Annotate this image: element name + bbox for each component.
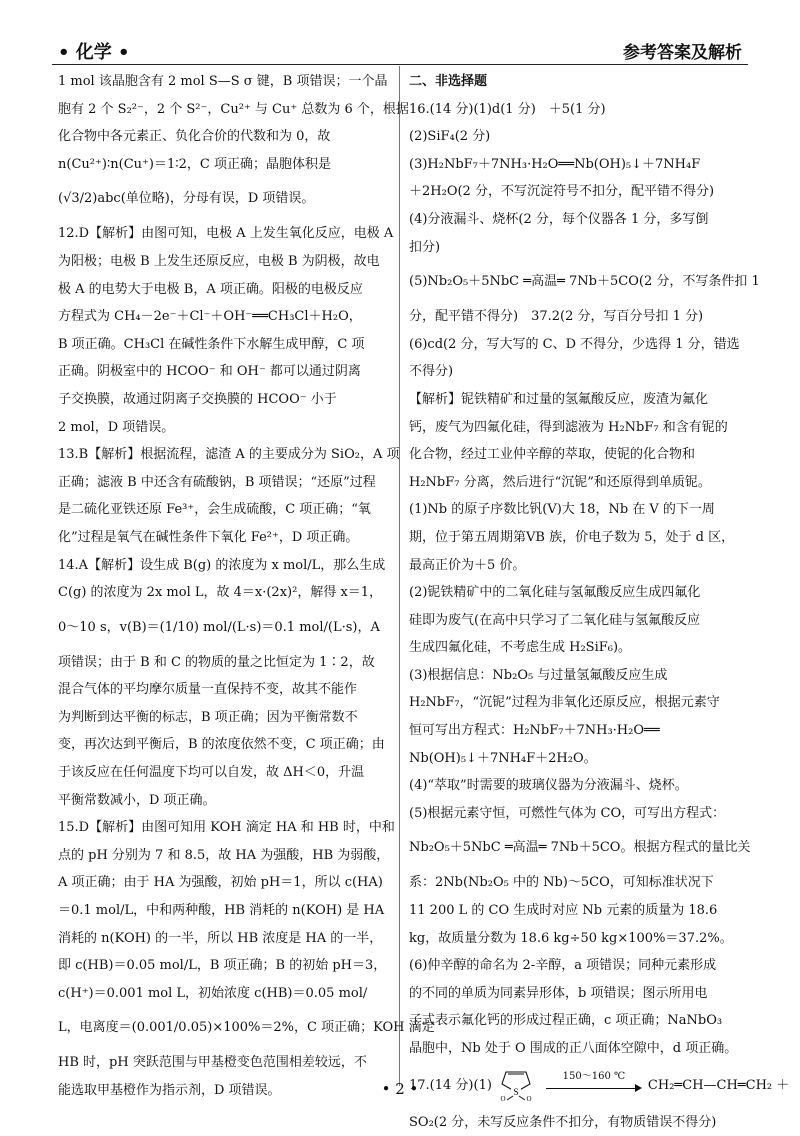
text-line: (5)根据元素守恒，可燃性气体为 CO，可写出方程式： [409,805,726,821]
answer-13: 13.B【解析】根据流程，滤渣 A 的主要成分为 SiO₂，A 项 [58,447,400,463]
text-line: H₂NbF₇ 分离，然后进行“沉铌”和还原得到单质铌。 [409,474,711,490]
text-line: SO₂(2 分，未写反应条件不扣分，有物质错误不得分) [409,1114,717,1130]
text-line: 是二硫化亚铁还原 Fe³⁺，会生成硫酸，C 项正确；“氧 [58,502,371,518]
text-line: 2 mol，D 项错误。 [58,419,175,435]
page-number: • 2 • [381,1080,419,1098]
text-line: 胞有 2 个 S₂²⁻，2 个 S²⁻，Cu²⁺ 与 Cu⁺ 总数为 6 个，根据 [58,101,409,117]
text-line: 变，再次达到平衡后，B 的浓度依然不变，C 项正确；由 [58,737,385,753]
answer-17-prefix: 17.(14 分)(1) [409,1077,492,1093]
text-line: 最高正价为＋5 价。 [409,557,526,573]
text-line: (√3/2)abc(单位略)，分母有误，D 项错误。 [58,191,315,207]
text-line: 系：2Nb(Nb₂O₅ 中的 Nb)～5CO，可知标准状况下 [409,875,714,891]
column-divider [399,66,400,1086]
right-column [409,68,790,1136]
answer-15: 15.D【解析】由图可知用 KOH 滴定 HA 和 HB 时，中和 [58,820,395,836]
text-line: 点的 pH 分别为 7 和 8.5，故 HA 为强酸，HB 为弱酸， [58,847,390,863]
text-line: 方程式为 CH₄－2e⁻＋Cl⁻＋OH⁻══CH₃Cl＋H₂O， [58,309,362,325]
text-line: 化”过程是氧气在碱性条件下氧化 Fe²⁺，D 项正确。 [58,529,359,545]
text-line: 期，位于第五周期第ⅤB 族，价电子数为 5，处于 d 区， [409,529,735,545]
page-header [52,28,748,65]
text-line: 项错误；由于 B 和 C 的物质的量之比恒定为 1∶2，故 [58,654,375,670]
text-line: 为阳极；电极 B 上发生还原反应，电极 B 为阴极，故电 [58,253,380,269]
text-line: 1 mol 该晶胞含有 2 mol S—S σ 键，B 项错误；一个晶 [58,74,388,89]
text-line: A 项正确；由于 HA 为强酸，初始 pH＝1，所以 c(HA) [58,875,383,891]
text-line: 极 A 的电势大于电极 B，A 项正确。阳极的电极反应 [58,281,363,297]
text-line: Nb(OH)₅↓＋7NH₄F＋2H₂O。 [409,750,597,766]
text-line: 的不同的单质为同素异形体，b 项错误；图示所用电 [409,985,708,1001]
text-line: ＋2H₂O(2 分，不写沉淀符号不扣分，配平错不得分) [409,184,715,200]
text-line: 分，配平错不得分) 37.2(2 分，写百分号扣 1 分) [409,309,704,325]
text-line: (2)铌铁精矿中的二氧化硅与氢氟酸反应生成四氟化 [409,585,701,601]
text-line: ＝0.1 mol/L，中和两种酸，HB 消耗的 n(KOH) 是 HA [58,903,385,919]
text-line: Nb₂O₅＋5NbC ═高温═ 7Nb＋5CO。根据方程式的量比关 [409,840,751,856]
text-line: (5)Nb₂O₅＋5NbC ═高温═ 7Nb＋5CO(2 分，不写条件扣 1 [409,274,760,290]
text-line: H₂NbF₇，“沉铌”过程为非氧化还原反应，根据元素守 [409,695,720,711]
text-line: (6)仲辛醇的命名为 2-辛醇，a 项错误；同种元素形成 [409,958,717,974]
text-line: HB 时，pH 突跃范围与甲基橙变色范围相差较远，不 [58,1055,367,1071]
text-line: 生成四氟化硅，不考虑生成 H₂SiF₆)。 [409,640,632,656]
text-line: 硅即为废气(在高中只学习了二氧化硅与氢氟酸反应 [409,612,701,628]
text-line: (3)H₂NbF₇＋7NH₃·H₂O══Nb(OH)₅↓＋7NH₄F [409,156,701,172]
text-line: C(g) 的浓度为 2x mol L，故 4＝x·(2x)²，解得 x＝1， [58,585,383,601]
text-line: 正确；滤液 B 中还含有硫酸钠，B 项错误；“还原”过程 [58,474,376,490]
text-line: n(Cu²⁺)∶n(Cu⁺)＝1∶2，C 项正确；晶胞体积是 [58,156,331,172]
text-line: 化合物，经过工业仲辛醇的萃取，使铌的化合物和 [409,447,696,463]
text-line: 晶胞中，Nb 处于 O 围成的正八面体空隙中，d 项正确。 [409,1041,738,1056]
text-line: 子交换膜，故通过阴离子交换膜的 HCOO⁻ 小于 [58,391,337,407]
section-heading: 二、非选择题 [409,74,488,89]
text-line: 不得分) [409,364,454,380]
section-title: 参考答案及解析 [623,43,742,63]
answer-17-product: CH₂═CH—CH═CH₂ ＋ [647,1077,790,1093]
text-line: 子式表示氟化钙的形成过程正确，c 项正确；NaNbO₃ [409,1013,723,1029]
subject-title: • 化学 • [58,42,130,63]
oxygen-atom-label: O [526,1095,532,1104]
text-line: 正确。阴极室中的 HCOO⁻ 和 OH⁻ 都可以通过阴离 [58,364,361,380]
text-line: 即 c(HB)＝0.05 mol/L，B 项正确；B 的初始 pH＝3， [58,958,387,974]
answer-16: 16.(14 分)(1)d(1 分) ＋5(1 分) [409,101,606,117]
text-line: 混合气体的平均摩尔质量一直保持不变，故其不能作 [58,682,358,698]
text-line: (2)SiF₄(2 分) [409,129,491,145]
text-line: 钙，废气为四氟化硅，得到滤液为 H₂NbF₇ 和含有铌的 [409,419,728,435]
reaction-condition: 150～160 ℃ [562,1071,626,1083]
text-line: kg，故质量分数为 18.6 kg÷50 kg×100%＝37.2%。 [409,930,733,946]
text-line: L，电离度＝(0.001/0.05)×100%＝2%，C 项正确；KOH 滴定 [58,1020,435,1036]
text-line: B 项正确。CH₃Cl 在碱性条件下水解生成甲醇，C 项 [58,336,365,352]
answer-14: 14.A【解析】设生成 B(g) 的浓度为 x mol/L，那么生成 [58,557,386,573]
text-line: 平衡常数减小，D 项正确。 [58,792,216,808]
text-line: 化合物中各元素正、负化合价的代数和为 0，故 [58,129,331,145]
text-line: 于该反应在任何温度下均可以自发，故 ΔH＜0，升温 [58,765,365,781]
oxygen-atom-label: O [500,1095,506,1104]
text-line: (4)分液漏斗、烧杯(2 分，每个仪器各 1 分，多写倒 [409,211,709,227]
text-line: 扣分) [409,239,441,255]
text-line: (1)Nb 的原子序数比钒(V)大 18，Nb 在 V 的下一周 [409,502,715,518]
text-line: 消耗的 n(KOH) 的一半，所以 HB 浓度是 HA 的一半， [58,930,383,946]
text-line: 11 200 L 的 CO 生成时对应 Nb 元素的质量为 18.6 [409,903,718,919]
text-line: (4)“萃取”时需要的玻璃仪器为分液漏斗、烧杯。 [409,778,688,794]
answer-12: 12.D【解析】由图可知，电极 A 上发生氧化反应，电极 A [58,226,394,242]
text-line: 为判断到达平衡的标志，B 项正确；因为平衡常数不 [58,709,358,725]
text-line: (3)根据信息：Nb₂O₅ 与过量氢氟酸反应生成 [409,667,668,683]
analysis-16: 【解析】铌铁精矿和过量的氢氟酸反应，废渣为氟化 [409,391,709,407]
text-line: c(H⁺)＝0.001 mol L，初始浓度 c(HB)＝0.05 mol/ [58,985,368,1001]
text-line: 恒可写出方程式：H₂NbF₇＋7NH₃·H₂O══ [409,723,660,739]
text-line: 0～10 s，v(B)＝(1/10) mol/(L·s)＝0.1 mol/(L·s)，A [58,619,380,635]
sulfur-atom-label: S [513,1087,519,1098]
text-line: (6)cd(2 分，写大写的 C、D 不得分，少选得 1 分，错选 [409,336,740,352]
text-line: 能选取甲基橙作为指示剂，D 项错误。 [58,1083,281,1098]
